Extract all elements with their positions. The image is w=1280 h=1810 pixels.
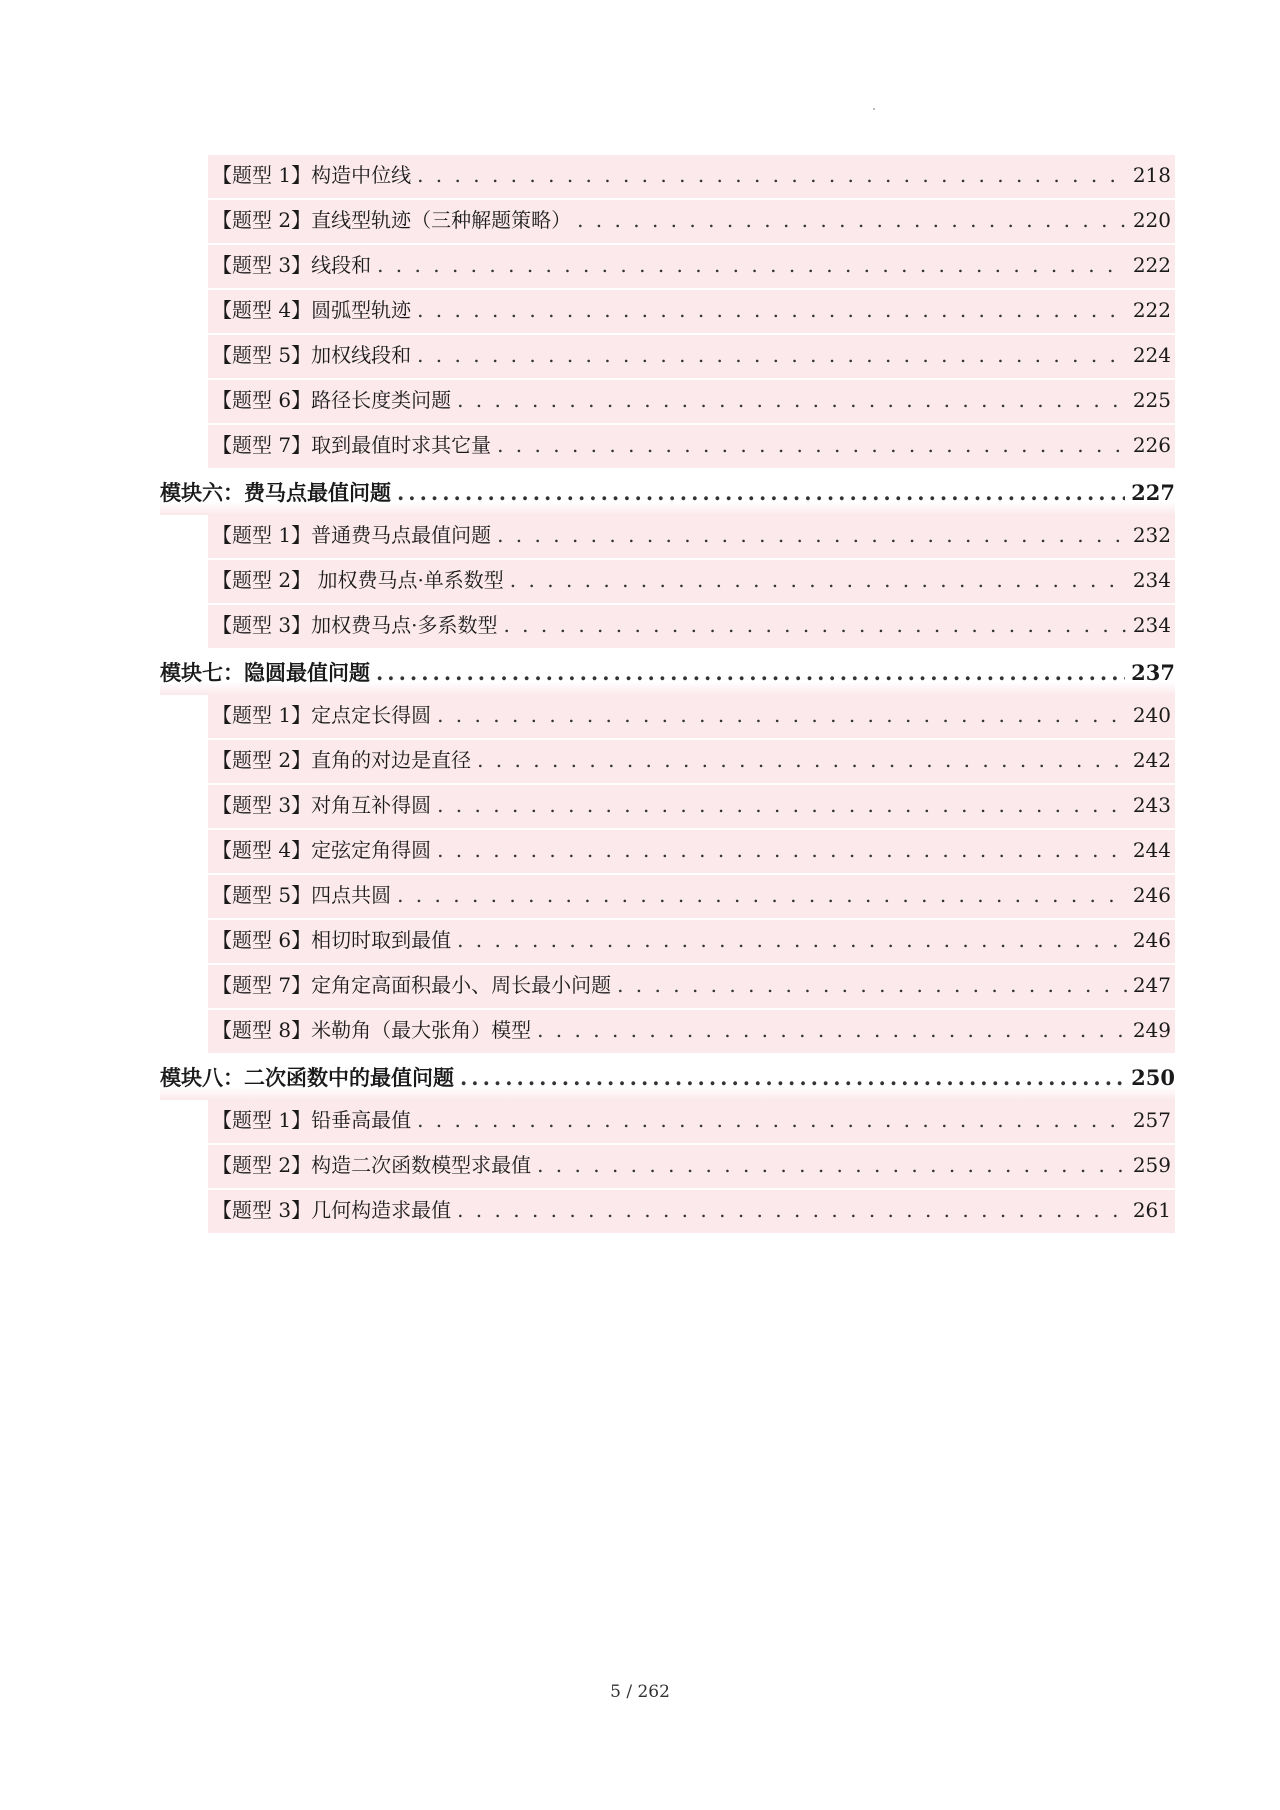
toc-subsection-entry[interactable]: [208, 695, 1175, 740]
toc-entry-page-number: 246: [1132, 883, 1171, 907]
toc-entry-page-number: 222: [1132, 253, 1171, 277]
toc-entry-label: 【题型 4】定弦定角得圆: [212, 838, 432, 862]
toc-leader-dots: [497, 425, 1127, 468]
toc-entry-label: 【题型 5】四点共圆: [212, 883, 392, 907]
toc-subsection-entry[interactable]: [208, 1100, 1175, 1145]
toc-entry-page-number: 243: [1132, 793, 1171, 817]
toc-entry-page-number: 225: [1132, 388, 1171, 412]
toc-entry-page-number: 257: [1132, 1108, 1171, 1132]
toc-subsection-entry[interactable]: [208, 155, 1175, 200]
toc-entry-page-number: 240: [1132, 703, 1171, 727]
toc-entry-label: 【题型 2】直线型轨迹（三种解题策略）: [212, 208, 572, 232]
toc-subsection-entry[interactable]: [208, 1145, 1175, 1190]
toc-subsection-entry[interactable]: [208, 425, 1175, 470]
toc-leader-dots: [537, 1010, 1127, 1053]
toc-subsection-entry[interactable]: [208, 1010, 1175, 1055]
toc-leader-dots: [437, 830, 1127, 873]
table-of-contents: [160, 155, 1175, 1235]
toc-leader-dots: [417, 155, 1127, 198]
toc-entry-page-number: 234: [1132, 613, 1171, 637]
toc-entry-label: 【题型 4】圆弧型轨迹: [212, 298, 412, 322]
toc-entry-page-number: 249: [1132, 1018, 1171, 1042]
toc-entry-page-number: 222: [1132, 298, 1171, 322]
toc-entry-page-number: 261: [1132, 1198, 1171, 1222]
toc-leader-dots: [437, 695, 1127, 738]
toc-entry-page-number: 232: [1132, 523, 1171, 547]
toc-subsection-entry[interactable]: [208, 560, 1175, 605]
toc-entry-label: 【题型 3】加权费马点·多系数型: [212, 613, 498, 637]
toc-entry-page-number: 226: [1132, 433, 1171, 457]
toc-entry-label: 【题型 1】定点定长得圆: [212, 703, 432, 727]
toc-leader-dots: [577, 200, 1127, 243]
toc-subsection-entry[interactable]: [208, 380, 1175, 425]
toc-leader-dots: [457, 380, 1127, 423]
toc-subsection-entry[interactable]: [208, 335, 1175, 380]
toc-subsection-entry[interactable]: [208, 1190, 1175, 1235]
toc-subsection-entry[interactable]: [208, 245, 1175, 290]
toc-leader-dots: [417, 335, 1127, 378]
toc-subsection-entry[interactable]: [208, 965, 1175, 1010]
toc-subsection-entry[interactable]: [208, 605, 1175, 650]
toc-module-entry[interactable]: [160, 470, 1175, 515]
toc-entry-page-number: 242: [1132, 748, 1171, 772]
toc-leader-dots: [617, 965, 1127, 1008]
toc-leader-dots: [397, 875, 1127, 918]
toc-entry-page-number: 227: [1131, 480, 1175, 505]
toc-subsection-entry[interactable]: [208, 920, 1175, 965]
toc-subsection-entry[interactable]: [208, 290, 1175, 335]
toc-leader-dots: [417, 1100, 1127, 1143]
decorative-dot: [873, 108, 875, 110]
toc-entry-label: 模块八：二次函数中的最值问题: [160, 1065, 454, 1090]
toc-entry-label: 【题型 2】 加权费马点·单系数型: [212, 568, 504, 592]
toc-entry-page-number: 220: [1132, 208, 1171, 232]
toc-entry-page-number: 246: [1132, 928, 1171, 952]
toc-module-entry[interactable]: [160, 650, 1175, 695]
toc-leader-dots: [417, 290, 1127, 333]
toc-leader-dots: [457, 1190, 1127, 1233]
toc-entry-page-number: 224: [1132, 343, 1171, 367]
toc-entry-page-number: 259: [1132, 1153, 1171, 1177]
toc-entry-label: 【题型 2】直角的对边是直径: [212, 748, 472, 772]
toc-entry-page-number: 247: [1132, 973, 1171, 997]
toc-leader-dots: [503, 605, 1126, 648]
toc-entry-label: 【题型 3】对角互补得圆: [212, 793, 432, 817]
toc-entry-label: 模块七：隐圆最值问题: [160, 660, 370, 685]
toc-subsection-entry[interactable]: [208, 875, 1175, 920]
toc-leader-dots: [460, 1055, 1125, 1100]
toc-subsection-entry[interactable]: [208, 200, 1175, 245]
toc-entry-label: 模块六：费马点最值问题: [160, 480, 391, 505]
toc-entry-page-number: 234: [1132, 568, 1171, 592]
toc-entry-label: 【题型 8】米勒角（最大张角）模型: [212, 1018, 532, 1042]
toc-entry-label: 【题型 6】相切时取到最值: [212, 928, 452, 952]
toc-leader-dots: [497, 515, 1127, 558]
toc-entry-label: 【题型 1】构造中位线: [212, 163, 412, 187]
toc-subsection-entry[interactable]: [208, 740, 1175, 785]
toc-entry-label: 【题型 7】定角定高面积最小、周长最小问题: [212, 973, 612, 997]
toc-leader-dots: [457, 920, 1127, 963]
toc-entry-label: 【题型 1】普通费马点最值问题: [212, 523, 492, 547]
toc-module-entry[interactable]: [160, 1055, 1175, 1100]
toc-entry-label: 【题型 3】线段和: [212, 253, 372, 277]
toc-entry-page-number: 237: [1131, 660, 1175, 685]
toc-subsection-entry[interactable]: [208, 515, 1175, 560]
toc-subsection-entry[interactable]: [208, 830, 1175, 875]
toc-entry-label: 【题型 1】铅垂高最值: [212, 1108, 412, 1132]
toc-entry-label: 【题型 2】构造二次函数模型求最值: [212, 1153, 532, 1177]
toc-leader-dots: [376, 650, 1125, 695]
toc-leader-dots: [477, 740, 1127, 783]
toc-entry-label: 【题型 3】几何构造求最值: [212, 1198, 452, 1222]
toc-entry-label: 【题型 7】取到最值时求其它量: [212, 433, 492, 457]
page-number-footer: 5 / 262: [610, 1682, 670, 1702]
toc-subsection-entry[interactable]: [208, 785, 1175, 830]
toc-entry-page-number: 218: [1132, 163, 1171, 187]
toc-entry-label: 【题型 6】路径长度类问题: [212, 388, 452, 412]
toc-leader-dots: [537, 1145, 1127, 1188]
toc-leader-dots: [510, 560, 1127, 603]
toc-entry-label: 【题型 5】加权线段和: [212, 343, 412, 367]
toc-leader-dots: [377, 245, 1127, 288]
toc-leader-dots: [437, 785, 1127, 828]
toc-entry-page-number: 244: [1132, 838, 1171, 862]
toc-leader-dots: [397, 470, 1125, 515]
toc-entry-page-number: 250: [1131, 1065, 1175, 1090]
